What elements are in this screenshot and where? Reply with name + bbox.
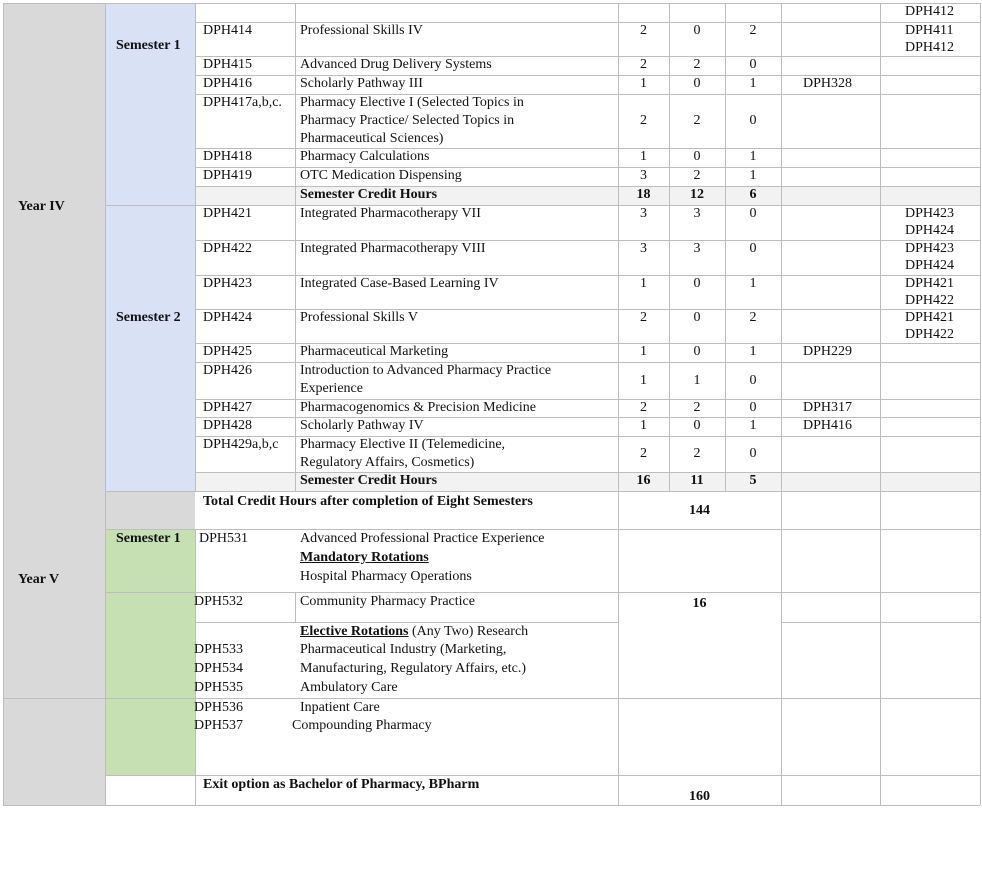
practical-hours: 0 [749,446,757,461]
semester-total-practical: 5 [749,473,757,488]
semester-total-label: Semester Credit Hours [300,187,438,202]
course-code: DPH537 [194,718,244,733]
course-code: DPH419 [203,168,253,183]
course-code: DPH423 [203,276,253,291]
grid-line [295,3,296,491]
course-code: DPH417a,b,c. [203,95,282,110]
semester-iv-column [105,3,195,491]
corequisite: DPH412 [905,40,955,55]
grid-line [3,3,980,4]
practical-hours: 1 [749,76,757,91]
theory-hours: 0 [693,23,701,38]
theory-hours: 0 [693,76,701,91]
practical-hours: 0 [749,373,757,388]
course-code: DPH421 [203,206,253,221]
course-title-line: Pharmaceutical Sciences) [300,131,444,146]
semester-total-theory: 12 [690,187,704,202]
course-code: DPH536 [194,700,244,715]
grid-line [3,3,4,805]
grid-line [3,698,980,699]
theory-hours: 2 [693,446,701,461]
grid-line [880,3,881,805]
corequisite: DPH424 [905,223,955,238]
corequisite: DPH423 [905,241,955,256]
credit-hours: 2 [640,310,647,325]
exit-option-label: Exit option as Bachelor of Pharmacy, BPharm [203,777,480,792]
year-blank-cell [3,698,105,805]
curriculum-table [3,3,980,805]
semester-total-credits: 16 [636,473,651,488]
prerequisite: DPH328 [803,76,853,91]
elective-rotations-note: (Any Two) Research [408,624,529,639]
year-iv-label: Year IV [18,199,65,214]
course-code: DPH533 [194,642,244,657]
year-iv-v-column [3,3,105,698]
credit-hours: 1 [640,149,647,164]
theory-hours: 0 [693,344,701,359]
practical-hours: 0 [749,400,757,415]
theory-hours: 0 [693,418,701,433]
total-label-cell [105,491,195,529]
theory-hours: 3 [693,206,701,221]
grid-line [3,805,980,806]
theory-hours: 2 [693,400,701,415]
grid-line [295,592,296,622]
practical-hours: 0 [749,113,757,128]
corequisite: DPH422 [905,293,955,308]
course-title-line: Pharmacy Elective I (Selected Topics in [300,95,524,110]
course-code: DPH416 [203,76,253,91]
semester-total-practical: 6 [749,187,757,202]
theory-hours: 2 [693,113,701,128]
theory-hours: 1 [693,373,701,388]
theory-hours: 0 [693,276,701,291]
course-title: Pharmacogenomics & Precision Medicine [300,400,536,415]
semester-total-theory: 11 [690,473,704,488]
corequisite: DPH424 [905,258,955,273]
rotation-name: Pharmaceutical Industry (Marketing, [300,642,507,657]
theory-hours: 2 [693,168,701,183]
rotation-name: Inpatient Care [300,700,380,715]
rotation-name: Hospital Pharmacy Operations [300,569,472,584]
practical-hours: 1 [749,149,757,164]
course-title-line: Pharmacy Elective II (Telemedicine, [300,437,506,452]
course-title-line: Pharmacy Practice/ Selected Topics in [300,113,515,128]
course-code: DPH422 [203,241,253,256]
semester-v-column [105,529,195,775]
rotation-name: Compounding Pharmacy [292,718,432,733]
corequisite: DPH421 [905,276,955,291]
credit-hours: 2 [640,446,647,461]
practical-hours: 0 [749,241,757,256]
grid-line [781,3,782,805]
year-v-label: Year V [18,572,60,587]
semester-2-label: Semester 2 [116,310,181,325]
course-title: Integrated Case-Based Learning IV [300,276,499,291]
course-title: Pharmaceutical Marketing [300,344,449,359]
credit-hours: 2 [640,400,647,415]
course-code: DPH427 [203,400,253,415]
credit-hours: 1 [640,373,647,388]
elective-rotations-heading: Elective Rotations [300,624,409,639]
credit-hours: 3 [640,241,647,256]
course-code: DPH425 [203,344,253,359]
rotation-name: Community Pharmacy Practice [300,594,475,609]
credit-hours: 3 [640,206,647,221]
corequisite: DPH423 [905,206,955,221]
course-title: Scholarly Pathway IV [300,418,424,433]
practical-hours: 2 [749,310,757,325]
course-code: DPH429a,b,c [203,437,279,452]
practical-hours: 1 [749,168,757,183]
course-code: DPH424 [203,310,253,325]
year-v-semester-label: Semester 1 [116,531,181,546]
prerequisite: DPH229 [803,344,853,359]
grid-line [105,3,106,805]
grid-line [195,3,196,491]
credit-hours: 3 [640,168,647,183]
course-code: DPH426 [203,363,253,378]
credit-hours: 2 [640,23,647,38]
mandatory-rotations-heading: Mandatory Rotations [300,550,429,565]
corequisite: DPH411 [905,23,954,38]
course-title-line: Regulatory Affairs, Cosmetics) [300,455,475,470]
corequisite: DPH421 [905,310,955,325]
course-title: Professional Skills IV [300,23,423,38]
course-title: Advanced Drug Delivery Systems [300,57,492,72]
course-code: DPH418 [203,149,253,164]
rotation-name: Ambulatory Care [300,680,398,695]
course-title: Professional Skills V [300,310,418,325]
course-title: Integrated Pharmacotherapy VIII [300,241,486,256]
grid-line [980,3,981,805]
credit-hours: 2 [640,57,647,72]
course-title: Pharmacy Calculations [300,149,430,164]
semester-total-credits: 18 [636,187,651,202]
course-code: DPH531 [199,531,249,546]
course-code: DPH428 [203,418,253,433]
corequisite: DPH412 [905,4,955,19]
course-title-line: Experience [300,381,363,396]
credit-hours: 1 [640,418,647,433]
year-v-credit-value: 16 [692,596,707,611]
theory-hours: 3 [693,241,701,256]
theory-hours: 0 [693,310,701,325]
rotation-name: Manufacturing, Regulatory Affairs, etc.) [300,661,527,676]
practical-hours: 1 [749,276,757,291]
practical-hours: 0 [749,206,757,221]
credit-hours: 1 [640,344,647,359]
course-title: Advanced Professional Practice Experience [300,531,545,546]
exit-option-value: 160 [689,789,710,804]
course-code: DPH415 [203,57,253,72]
course-code: DPH534 [194,661,244,676]
credit-hours: 1 [640,276,647,291]
eight-sem-total-value: 144 [689,503,710,518]
prerequisite: DPH317 [803,400,853,415]
theory-hours: 0 [693,149,701,164]
semester-1-label: Semester 1 [116,38,181,53]
eight-sem-total-label: Total Credit Hours after completion of Eight Semesters [203,494,533,509]
course-title-line: Introduction to Advanced Pharmacy Practice [300,363,552,378]
prerequisite: DPH416 [803,418,853,433]
course-title: Scholarly Pathway III [300,76,423,91]
semester-total-label: Semester Credit Hours [300,473,438,488]
elective-rotations-line [300,623,528,641]
course-title: Integrated Pharmacotherapy VII [300,206,481,221]
practical-hours: 1 [749,344,757,359]
course-code: DPH535 [194,680,244,695]
credit-hours: 2 [640,113,647,128]
grid-line [105,491,980,492]
practical-hours: 2 [749,23,757,38]
corequisite: DPH422 [905,327,955,342]
practical-hours: 1 [749,418,757,433]
course-code: DPH414 [203,23,253,38]
course-title: OTC Medication Dispensing [300,168,462,183]
theory-hours: 2 [693,57,701,72]
practical-hours: 0 [749,57,757,72]
credit-hours: 1 [640,76,647,91]
course-code: DPH532 [194,594,244,609]
